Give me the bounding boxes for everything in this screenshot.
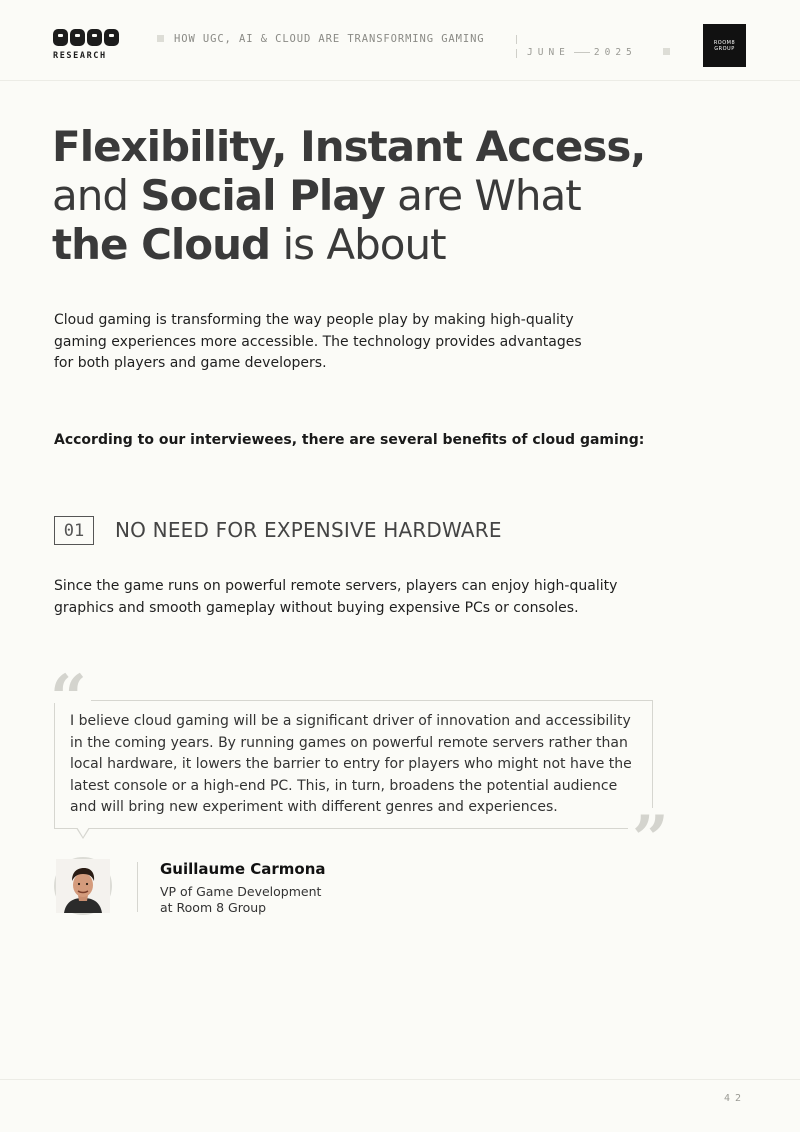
title-word: is About bbox=[282, 220, 446, 269]
header-square-icon bbox=[157, 35, 164, 42]
logo-subtitle: RESEARCH bbox=[53, 51, 107, 61]
title-word: and bbox=[52, 171, 129, 220]
author-role-line: VP of Game Development bbox=[160, 884, 322, 899]
date-year: 2025 bbox=[593, 47, 637, 58]
author-role bbox=[160, 884, 380, 916]
open-quote-icon: “ bbox=[46, 667, 91, 703]
title-emphasis: the Cloud bbox=[52, 220, 271, 269]
footer-divider bbox=[0, 1079, 800, 1080]
page-number: 42 bbox=[724, 1093, 747, 1104]
author-company-line: at Room 8 Group bbox=[160, 900, 267, 915]
benefit-number: 01 bbox=[54, 516, 94, 545]
date-month: JUNE bbox=[527, 47, 570, 58]
page-title bbox=[52, 122, 645, 269]
bolu-logo-mark bbox=[53, 29, 125, 46]
report-title: HOW UGC, AI & CLOUD ARE TRANSFORMING GAMING bbox=[174, 33, 485, 45]
intro-paragraph: Cloud gaming is transforming the way people play by making high-quality gaming experiences more accessible. The technology provides advantages for both players and game developers. bbox=[54, 312, 582, 371]
quote-text: I believe cloud gaming will be a significant driver of innovation and accessibility in the coming years. By running games on powerful remote servers rather than local hardware, it lowers the barrier to entry for players who might not have the latest console or a high-end PC. This, in turn, broadens the potential audience and will bring new experiment with different genres and experiences. bbox=[70, 713, 632, 815]
header-square-icon bbox=[663, 48, 670, 55]
person-icon bbox=[56, 859, 110, 913]
room8-group-logo bbox=[703, 24, 746, 67]
report-date bbox=[527, 47, 637, 58]
partner-line-2: GROUP bbox=[714, 45, 735, 52]
bolu-research-logo bbox=[53, 29, 125, 61]
title-emphasis: Social Play bbox=[140, 171, 385, 220]
title-word: are What bbox=[397, 171, 581, 220]
title-line-1: Flexibility, Instant Access, bbox=[52, 122, 646, 171]
page-header bbox=[0, 0, 800, 81]
close-quote-icon: ” bbox=[628, 808, 673, 844]
header-divider bbox=[516, 49, 517, 58]
date-separator bbox=[574, 52, 590, 53]
benefit-title: NO NEED FOR EXPENSIVE HARDWARE bbox=[115, 518, 502, 542]
header-divider bbox=[516, 35, 517, 44]
partner-line-1: ROOM8 bbox=[713, 39, 736, 46]
lead-sentence: According to our interviewees, there are several benefits of cloud gaming: bbox=[54, 432, 645, 448]
quote-pointer-fill bbox=[77, 827, 89, 837]
benefit-description: Since the game runs on powerful remote servers, players can enjoy high-quality graphics and smooth gameplay without buying expensive PCs or consoles. bbox=[54, 578, 618, 616]
author-divider bbox=[137, 862, 138, 912]
author-avatar bbox=[54, 857, 112, 915]
author-name: Guillaume Carmona bbox=[160, 860, 326, 878]
